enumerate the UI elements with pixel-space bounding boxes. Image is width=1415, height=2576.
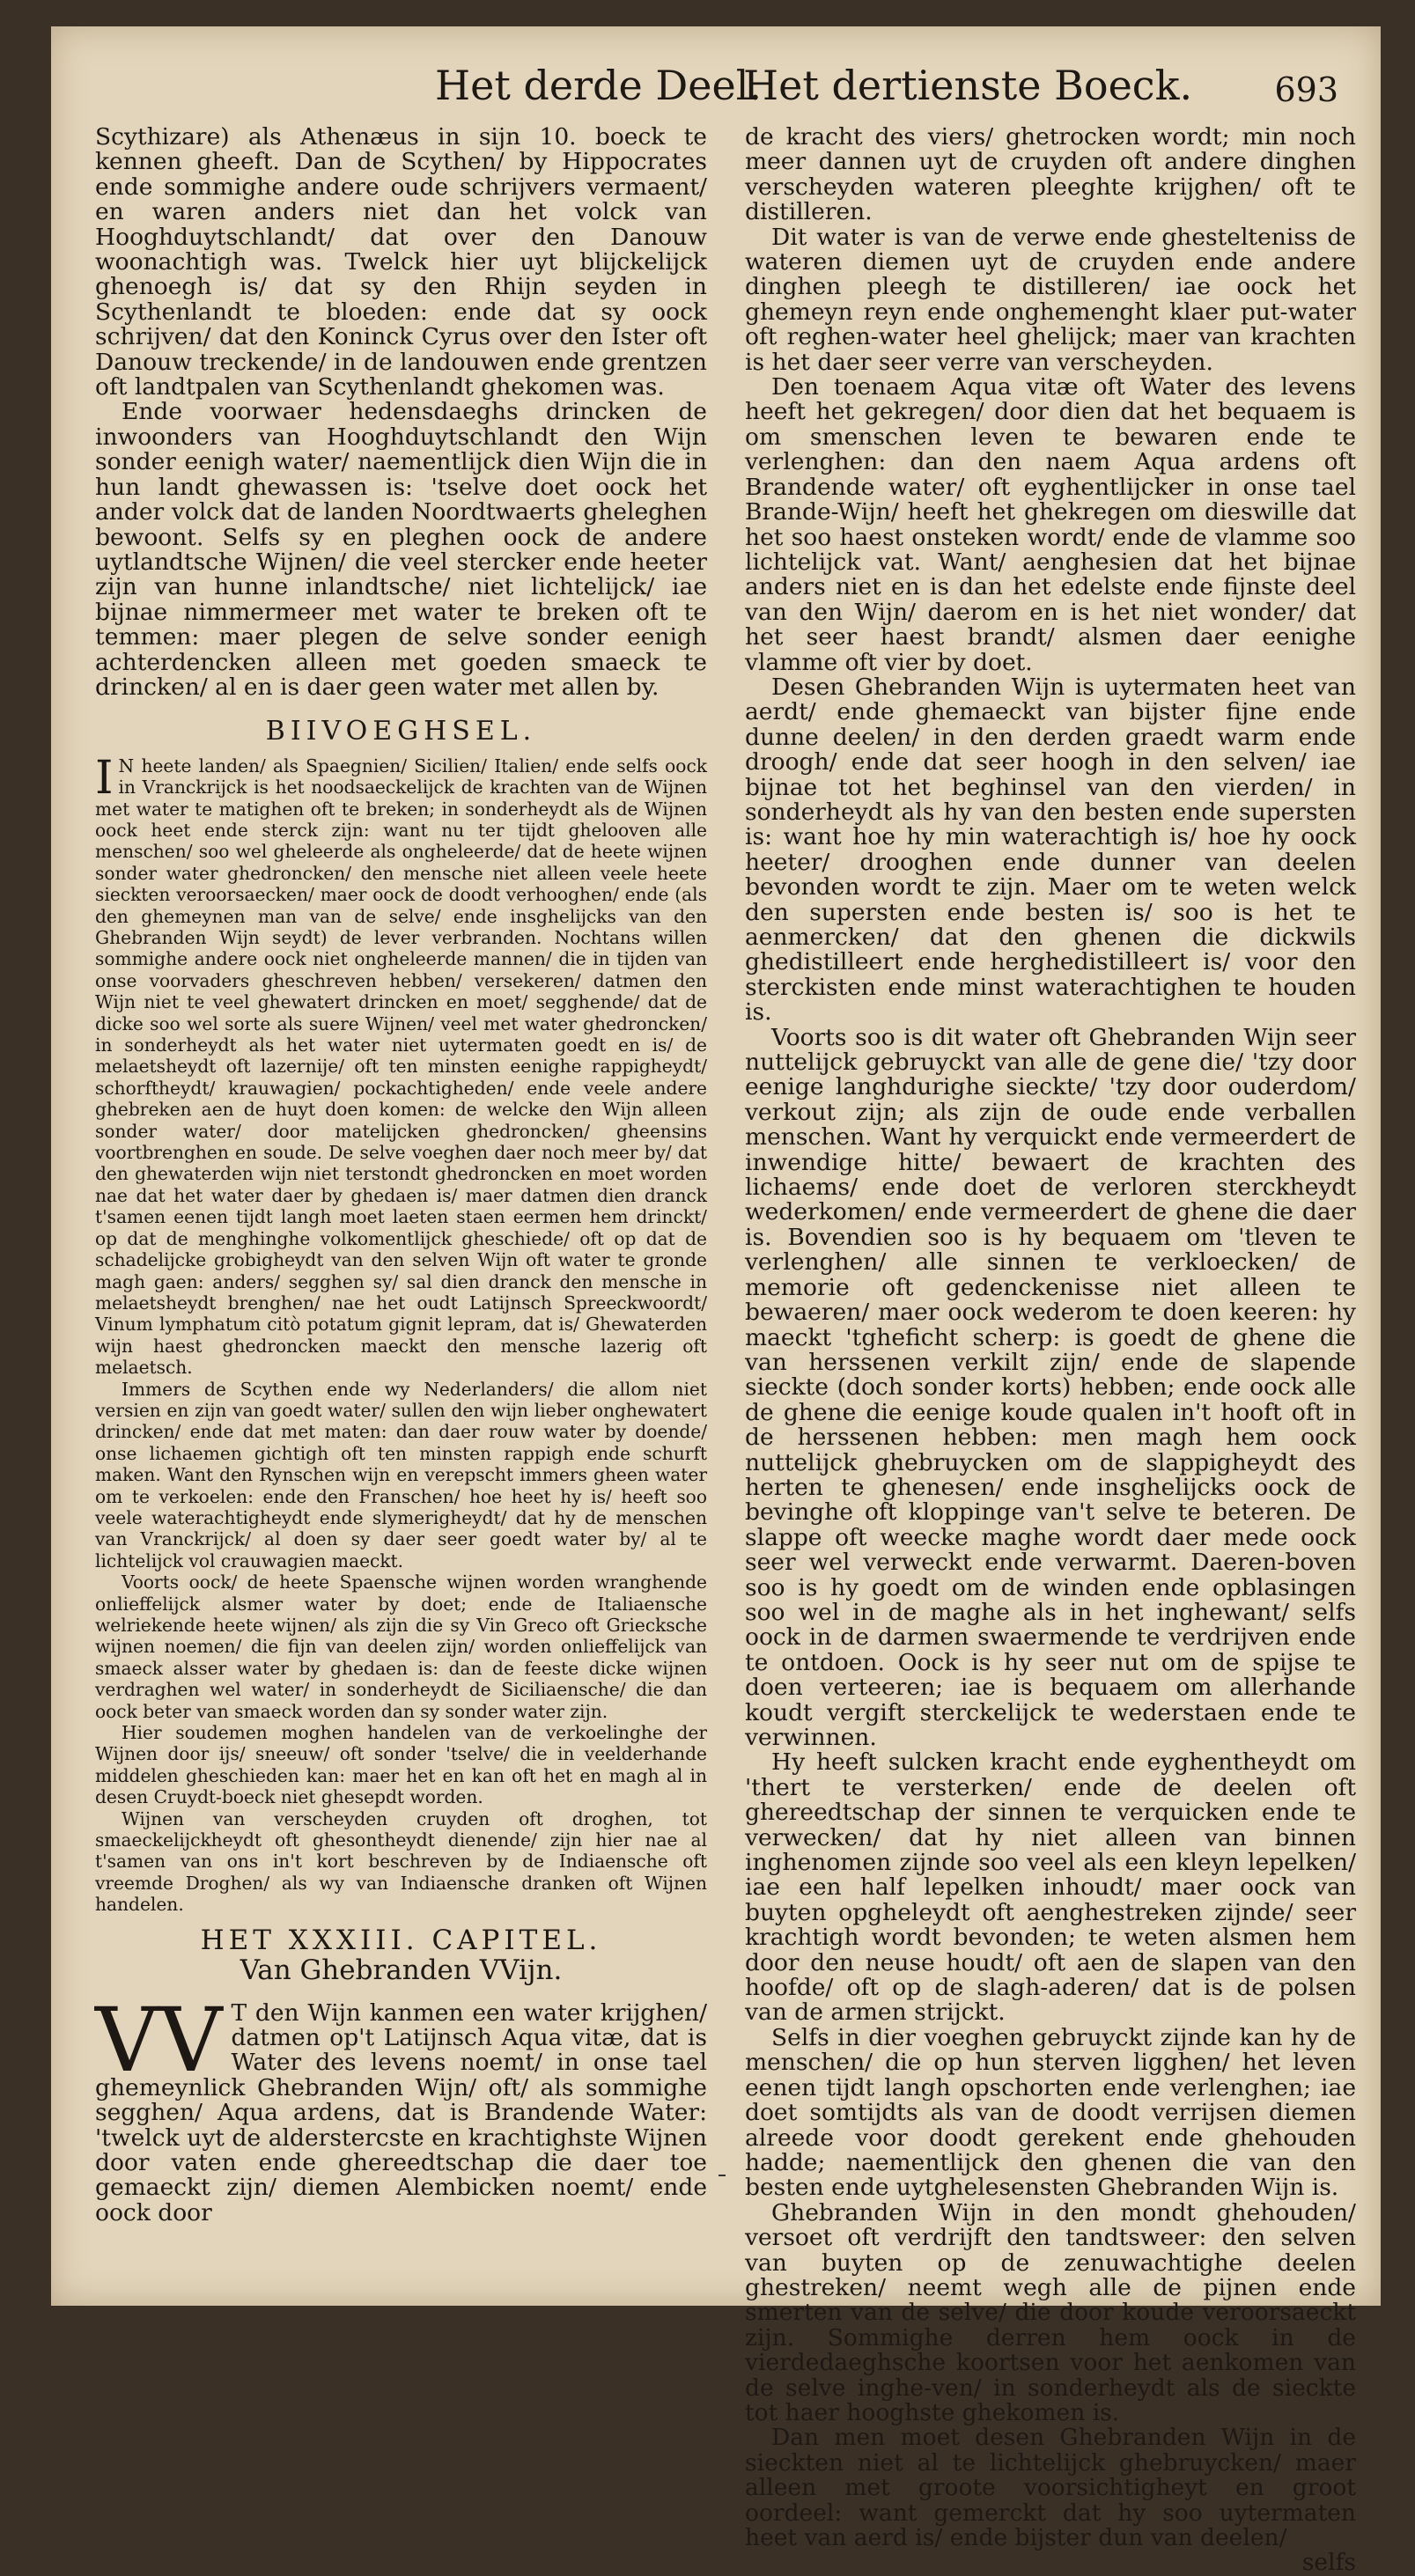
paragraph: Hy heeft sulcken kracht ende eyghentheydt om 'thert te versterken/ ende de deelen oft ghereedtschap der sinnen te verquicken ende te verwecken/ dat hy niet alleen van binnen inghenomen zijnde soo veel als een kleyn lepelken/ iae een half lepelken inhoudt/ maer oock van buyten opgheleydt oft aenghestreken zijnde/ seer krachtigh wordt bevonden; te weten alsmen hem door den neuse houdt/ oft aen de slapen van den hoofde/ oft op de slagh-aderen/ dat is de polsen van de armen strijckt. bbox=[745, 1748, 1356, 2027]
small-paragraph: Wijnen van verscheyden cruyden oft droghen, tot smaeckelijckheydt oft ghesontheydt dienende/ zijn hier nae al t'samen van ons in't kort beschreven by de Indiaensche oft vreemde Droghen/ als wy van Indiaensche dranken oft Wijnen handelen. bbox=[95, 1807, 707, 1916]
column-end-mark bbox=[719, 2175, 726, 2176]
small-paragraph-text: N heete landen/ als Spaegnien/ Sicilien/ Italien/ ende selfs oock in Vranckrijck is het noodsaeckelijck de krachten van de Wijnen met water te matighen oft te breken; in sonderheydt als de Wijnen oock heet ende sterck zijn: want nu ter tijdt ghelooven alle menschen/ soo wel gheleerde als ongheleerde/ dat de heete wijnen sonder water ghedroncken/ den mensche niet alleen veele heete sieckten veroorsaecken/ maer oock de doodt verhooghen/ ende (als den ghemeynen man van de selve/ ende insghelijcks van den Ghebranden Wijn seydt) de lever verbranden. Nochtans willen sommighe andere oock niet ongheleerde mannen/ die in tijden van onse voorvaders gheschreven hebben/ versekeren/ datmen den Wijn niet te veel ghewatert drincken en moet/ segghende/ dat de dicke soo wel sorte als suere Wijnen/ veel met water ghedroncken/ in sonderheydt als het water niet uytermaten goedt en is/ de melaetsheydt oft lazernije/ oft ten minsten eenighe rappigheydt/ schorftheydt/ krauwagien/ pockachtigheden/ ende veele andere ghebreken aen de huyt doen komen: de welcke den Wijn alleen sonder water/ door matelijcken ghedroncken/ gheensins voortbrenghen en soude. De selve voeghen daer noch meer by/ dat den ghewaterden wijn niet terstondt ghedroncken en moet worden nae dat het water daer by ghedaen is/ maer datmen dien dranck t'samen eenen tijdt langh moet laeten staen eermen hem drinckt/ op dat de menghinghe volkomentlijck gheschiede/ oft op dat de schadelijcke grobigheydt van den selven Wijn oft water te gronde magh gaen: anders/ segghen sy/ sal dien dranck den mensche in melaetsheydt brenghen/ nae het oudt Latijnsch Spreeckwoordt/ Vinum lymphatum citò potatum gignit lepram, dat is/ Ghewaterden wijn haest ghedroncken maeckt den mensche lazerig oft melaetsch. bbox=[95, 754, 707, 1379]
small-paragraph bbox=[95, 751, 707, 1379]
drop-cap: I bbox=[95, 751, 114, 805]
paragraph: Ende voorwaer hedensdaeghs drincken de inwoonders van Hooghduytschlandt den Wijn sonder eenigh water/ naementlijck dien Wijn die in hun landt ghewassen is: 'tselve doet oock het ander volck dat de landen Noordtwaerts gheleghen bewoont. Selfs sy en pleghen oock de andere uytlandtsche Wijnen/ die veel stercker ende heeter zijn van hunne inlandtsche/ niet lichtelijck/ iae bijnae nimmermeer met water te breken oft te temmen: maer plegen de selve sonder eenigh achterdencken alleen met goeden smaeck te drincken/ al en is daer geen water met allen by. bbox=[95, 398, 707, 701]
small-paragraph: Hier soudemen moghen handelen van de verkoelinghe der Wijnen door ijs/ sneeuw/ oft sonder 'tselve/ die in veelderhande middelen gheschieden kan: maer het en kan oft het en magh al in desen Cruydt-boeck niet ghesepdt worden. bbox=[95, 1722, 707, 1808]
drop-cap: VV bbox=[95, 1988, 223, 2092]
paragraph: de kracht des viers/ ghetrocken wordt; min noch meer dannen uyt de cruyden oft andere dinghen verscheyden wateren pleeghte krijghen/ oft te distilleren. bbox=[745, 123, 1356, 226]
paragraph: Dit water is van de verwe ende ghestelteniss de wateren diemen uyt de cruyden ende andere dinghen pleegh te distilleren/ iae oock het ghemeyn reyn ende onghemenght klaer put-water oft reghen-water heel ghelijck; maer van krachten is het daer seer verre van verscheyden. bbox=[745, 223, 1356, 376]
paragraph: Ghebranden Wijn in den mondt ghehouden/ versoet oft verdrijft den tandtsweer: den selven van buyten op de zenuwachtighe deelen ghestreken/ neemt wegh alle de pijnen ende smerten van de selve/ die door koude veroorsaeckt zijn. Sommighe derren hem oock in de vierdedaeghsche koortsen voor het aenkomen van de selve inghe-ven/ in sonderheydt als de sieckte tot haer hooghste ghekomen is. bbox=[745, 2198, 1356, 2426]
catchword: selfs bbox=[1301, 2549, 1356, 2576]
bijvoeghsel-block bbox=[95, 751, 707, 1916]
paragraph: Desen Ghebranden Wijn is uytermaten heet van aerdt/ ende ghemaeckt van bijster fijne ende dunne deelen/ in den derden graedt warm ende droogh/ ende dat seer hoogh in den selven/ iae bijnae tot het beghinsel van den vierden/ in sonderheydt als hy van den besten ende supersten is: want hoe hy min waterachtigh is/ hoe hy oock heeter/ drooghen ende dunner van deelen bevonden wordt te zijn. Maer om te weten welck den supersten ende besten is/ soo is het te aenmercken/ dat den ghenen die dickwils ghedistilleert ende herghedistilleert is/ voor den sterckisten ende minst waterachtighen te houden is. bbox=[745, 673, 1356, 1027]
paragraph-text: T den Wijn kanmen een water krijghen/ datmen op't Latijnsch Aqua vitæ, dat is Water des levens noemt/ in onse tael ghemeynlick Ghebranden Wijn/ oft/ als sommighe segghen/ Aqua ardens, dat is Brandende Water: 'twelck uyt de alderstercste en krachtighste Wijnen door vaten ende ghereedtschap die daer toe gemaeckt zijn/ diemen Alembicken noemt/ ende oock door bbox=[95, 1998, 707, 2226]
paragraph: Scythizare) als Athenæus in sijn 10. boeck te kennen gheeft. Dan de Scythen/ by Hippocrates ende sommighe andere oude schrijvers vermaent/ en waren anders niet dan het volck van Hooghduytschlandt/ dat over den Danouw woonachtigh was. Twelck hier uyt blijckelijck ghenoegh is/ dat sy den Rhijn seyden in Scythenlandt te bloeden: ende dat sy oock schrijven/ dat den Koninck Cyrus over den Ister oft Danouw treckende/ in de landouwen ende grentzen oft landtpalen van Scythenlandt ghekomen was. bbox=[95, 123, 707, 401]
chapter-subtitle: Van Ghebranden VVijn. bbox=[240, 1954, 563, 1987]
paragraph: Dan men moet desen Ghebranden Wijn in de sieckten niet al te lichtelijck ghebruycken/ maer alleen met groote voorsichtigheyt en groot oordeel: want gemerckt dat hy soo uytermaten heet van aerd is/ ende bijster dun van deelen/ bbox=[745, 2424, 1356, 2551]
running-head-right: Het dertienste Boeck. bbox=[743, 62, 1193, 109]
paragraph: Den toenaem Aqua vitæ oft Water des levens heeft het gekregen/ door dien dat het bequaem is om smenschen leven te bewaren ende te verlenghen: dan den naem Aqua ardens oft Brandende water/ oft eyghentlijcker in onse tael Brande-Wijn/ heeft het ghekregen om dieswille dat het soo haest onsteken wordt/ ende de vlamme soo lichtelijck vat. Want/ aenghesien dat het bijnae anders niet en is dan het edelste ende fijnste deel van den Wijn/ daerom en is het niet wonder/ dat het seer haest brandt/ alsmen daer eenighe vlamme oft vier by doet. bbox=[745, 373, 1356, 676]
small-paragraph: Voorts oock/ de heete Spaensche wijnen worden wranghende onlieffelijck alsmer water by doet; ende de Italiaensche welriekende heete wijnen/ als zijn die sy Vin Greco oft Griecksche wijnen noemen/ die fijn van deelen zijn/ worden onlieffelijck van smaeck alsser water by ghedaen is: dan de feeste dicke wijnen verdraghen wel water/ in sonderheydt de Siciliaensche/ die dan oock beter van smaeck worden dan sy sonder water zijn. bbox=[95, 1571, 707, 1722]
paragraph: Selfs in dier voeghen gebruyckt zijnde kan hy de menschen/ die op hun sterven ligghen/ het leven eenen tijdt langh opschorten ende verlenghen; iae doet somtijdts als van de doodt verrijsen diemen alreede voor doodt gerekent ende ghehouden hadde; naementlijck den ghenen die van den besten ende uytghelesensten Ghebranden Wijn is. bbox=[745, 2023, 1356, 2202]
chapter-opening-paragraph bbox=[95, 1988, 707, 2226]
chapter-heading: HET XXXIII. CAPITEL. bbox=[200, 1924, 602, 1956]
right-column bbox=[745, 125, 1356, 2576]
page-header bbox=[51, 46, 1381, 125]
page-number: 693 bbox=[1274, 70, 1338, 109]
left-column bbox=[95, 125, 707, 2226]
section-heading-bijvoeghsel: BIIVOEGHSEL. bbox=[265, 716, 537, 747]
small-paragraph: Immers de Scythen ende wy Nederlanders/ die allom niet versien en zijn van goedt water/ sullen den wijn lieber onghewatert drincken/ ende dat met maten: dan daer rouw water by doende/ onse lichaemen gichtigh oft ten minsten rappigh ende schurft maken. Want den Rynschen wijn en verepscht immers gheen water om te verkoelen: ende den Franschen/ hoe heet hy is/ heeft soo veele waterachtigheydt ende slymerigheydt/ dat hy de menschen van Vranckrijck/ al doen sy daer seer goedt water by/ al te lichtelijck vol crauwagien maeckt. bbox=[95, 1378, 707, 1571]
running-head-left: Het derde Deel. bbox=[435, 62, 763, 109]
book-page bbox=[51, 26, 1381, 2576]
paragraph: Voorts soo is dit water oft Ghebranden Wijn seer nuttelijck gebruyckt van alle de gene die/ 'tzy door eenige langhdurighe sieckte/ 'tzy door ouderdom/ verkout zijn; als zijn de oude ende verballen menschen. Want hy verquickt ende vermeerdert de inwendige hitte/ bewaert de krachten des lichaems/ ende doet de verloren sterckheydt wederkomen/ ende vermeerdert de ghene die daer is. Bovendien soo is hy bequaem om 'tleven te verlenghen/ alle sinnen te verkloecken/ de memorie oft gedenckenisse niet alleen te bewaeren/ maer oock wederom te doen keeren: hy maeckt 'tgheficht scherp: is goedt de ghene die van herssenen verkilt zijn/ ende de slapende sieckte (doch sonder korts) hebben; ende oock alle de ghene die eenige koude qualen in't hooft oft in de herssenen hebben: men magh hem oock nuttelijck ghebruycken om de slappigheydt des herten te ghenesen/ ende insghelijcks oock de bevinghe oft kloppinge van't selve te beteren. De slappe oft weecke maghe wordt daer mede oock seer wel verweckt ende verwarmt. Daeren-boven soo is hy goedt om de winden ende opblasingen soo wel in de maghe als in het inghewant/ selfs oock in de darmen swaermende te verdrijven ende te ontdoen. Oock is hy seer nut om de spijse te doen verteeren; iae is bequaem om allerhande koudt vergift sterckelijck te wederstaen ende te verwinnen. bbox=[745, 1023, 1356, 1751]
